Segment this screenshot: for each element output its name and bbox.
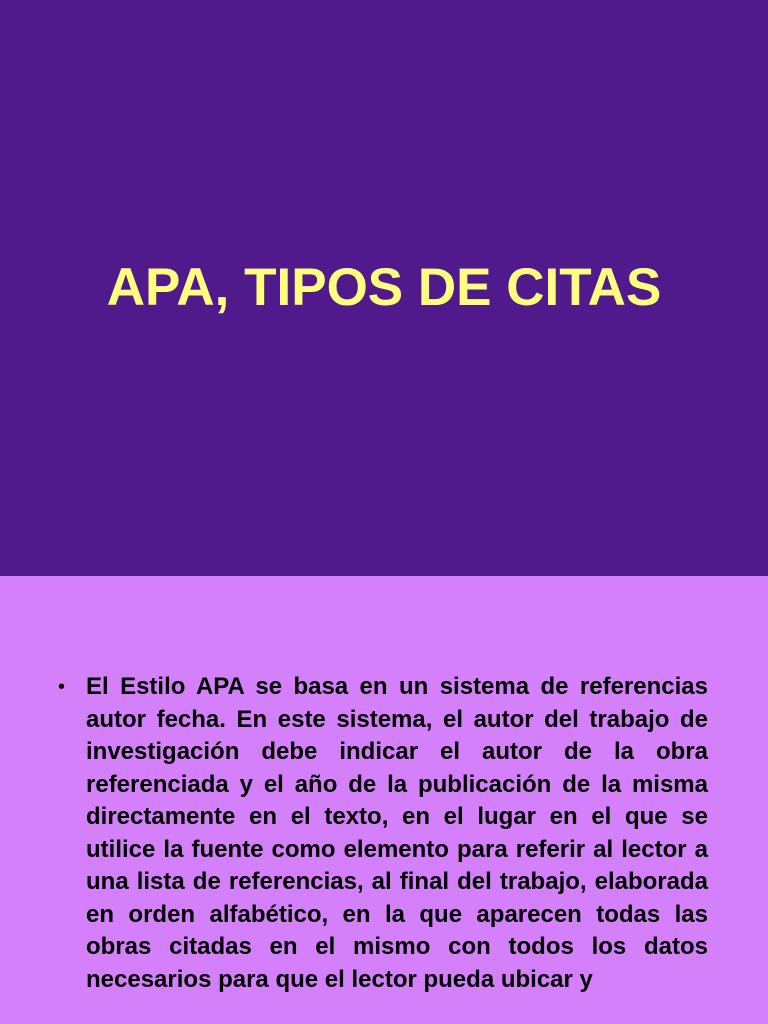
- bullet-marker: •: [58, 676, 66, 698]
- bullet-text: El Estilo APA se basa en un sistema de referencias autor fecha. En este sistema, el autor del trabajo de investigación debe indicar el autor de la obra referenciada y el año de la publicación de la misma directamente en el texto, en el lugar en el que se utilice la fuente como elemento para referir al lector a una lista de referencias, al final del trabajo, elaborada en orden alfabético, en la que aparecen todas las obras citadas en el mismo con todos los datos necesarios para que el lector pueda ubicar y: [86, 673, 708, 993]
- bullet-list: [56, 671, 708, 996]
- bullet-item: [56, 671, 708, 996]
- slide-title: APA, TIPOS DE CITAS: [106, 258, 662, 317]
